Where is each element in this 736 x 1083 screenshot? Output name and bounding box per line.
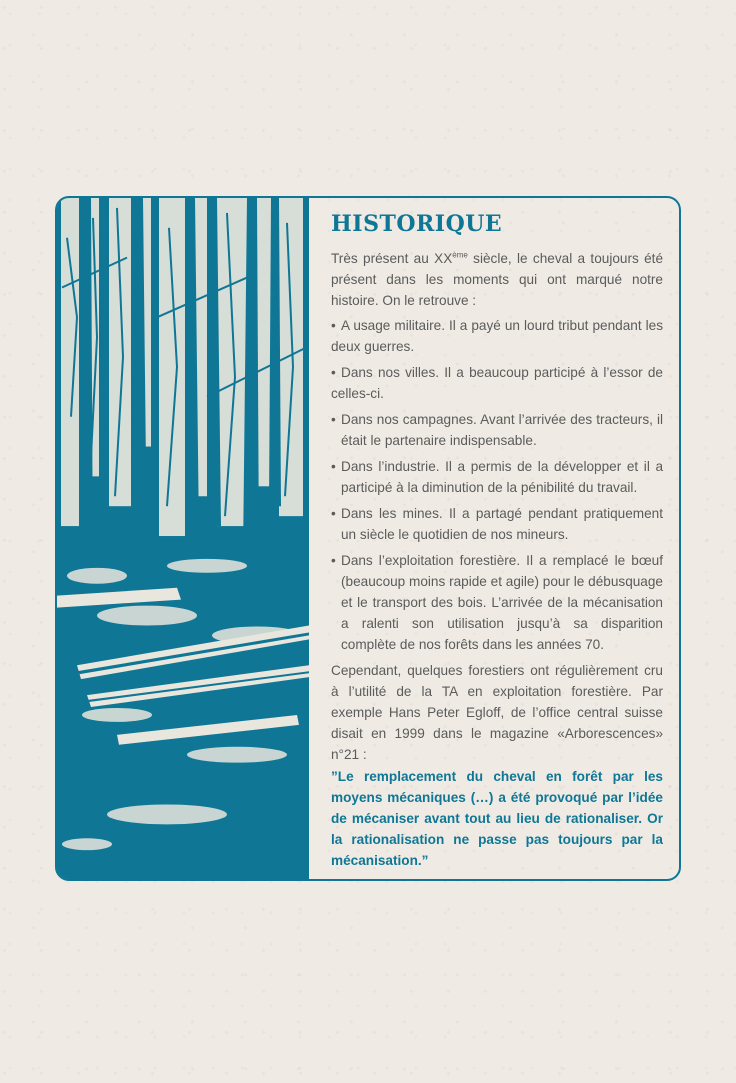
list-item-text: A usage militaire. Il a payé un lourd tribut pendant les deux guerres.	[331, 318, 663, 354]
list-item-text: Dans l’exploitation forestière. Il a remplacé le bœuf (beaucoup moins rapide et agile) pour le débusquage et le transport des bois. L’arrivée de la mécanisation a ralenti son utilisation jusqu’à sa disparition complète de nos forêts dans les années 70.	[341, 553, 663, 652]
quote-text: ”Le remplacement du cheval en forêt par les moyens mécaniques (…) a été provoqué par l’idée de mécaniser avant tout au lieu de rationaliser. Or la rationalisation ne passe pas toujours par la mécanisation.”	[331, 769, 663, 868]
list-item	[331, 456, 663, 498]
bullet-icon: •	[331, 365, 336, 380]
list-item-text: Dans nos villes. Il a beaucoup participé à l’essor de celles-ci.	[331, 365, 663, 401]
intro-paragraph	[331, 248, 663, 311]
bullet-icon: •	[331, 553, 336, 568]
intro-suffix: siècle, le cheval a toujours été présent dans les moments qui ont marqué notre histoire. On le retrouve :	[331, 251, 664, 308]
forest-photo	[57, 198, 309, 879]
list-item	[331, 362, 663, 404]
bullet-icon: •	[331, 459, 336, 474]
list-item	[331, 503, 663, 545]
section-title: HISTORIQUE	[331, 211, 503, 237]
bullet-icon: •	[331, 412, 336, 427]
bullet-icon: •	[331, 318, 336, 333]
list-item	[331, 315, 663, 357]
list-item	[331, 550, 663, 655]
list-item-text: Dans l’industrie. Il a permis de la développer et il a participé à la diminution de la pénibilité du travail.	[341, 459, 663, 495]
list-item-text: Dans les mines. Il a partagé pendant pratiquement un siècle le quotidien de nos mineurs.	[341, 506, 663, 542]
intro-superscript: ème	[452, 250, 468, 260]
text-column	[331, 210, 663, 871]
list-item-text: Dans nos campagnes. Avant l’arrivée des tracteurs, il était le partenaire indispensable.	[341, 412, 663, 448]
list-item	[331, 409, 663, 451]
history-list	[331, 315, 663, 655]
closing-paragraph: Cependant, quelques forestiers ont régulièrement cru à l’utilité de la TA en exploitation forestière. Par exemple Hans Peter Egloff, de l’office central suisse disait en 1999 dans le magazine «Arborescences» n°21 :	[331, 663, 663, 762]
history-card	[55, 196, 681, 881]
intro-prefix: Très présent au XX	[331, 251, 453, 266]
bullet-icon: •	[331, 506, 336, 521]
forest-illustration	[57, 198, 309, 879]
